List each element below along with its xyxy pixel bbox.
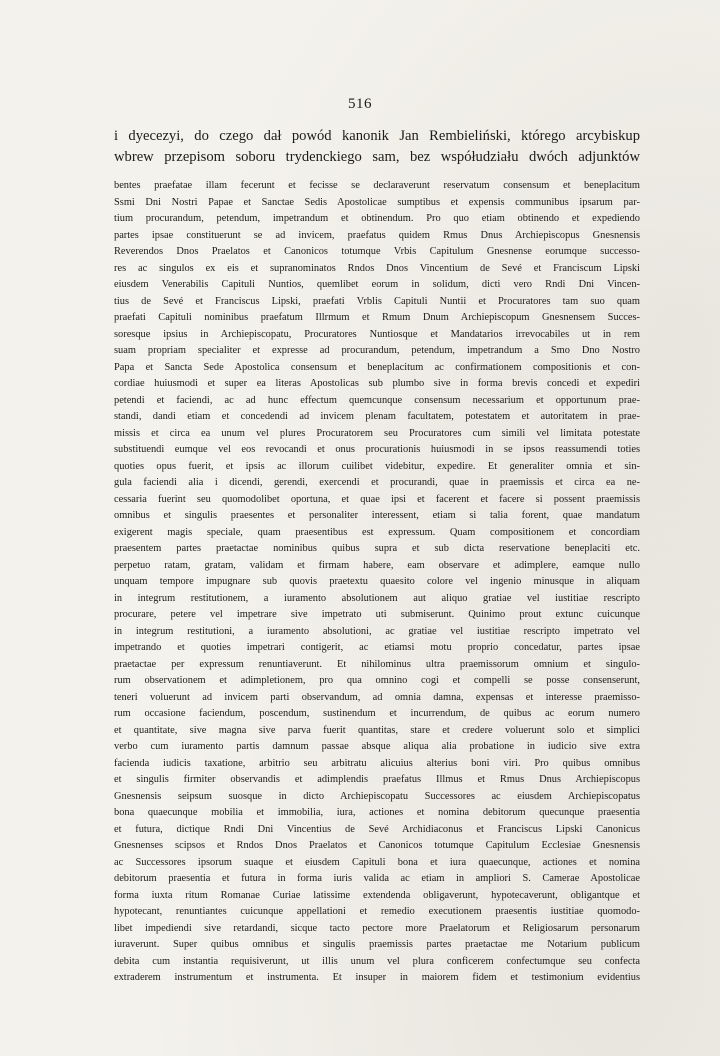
body-line: et futura, dictique Rndi Dni Vincentius de Sevé Archidiaconus et Franciscus Lipski Canonicus (114, 823, 640, 835)
body-line: tium procurandum, petendum, impetrandum et obtinendum. Pro quo etiam obtinendo et expediendo (114, 213, 640, 224)
body-line: perpetuo ratam, gratam, validam et firmam habere, eam observare et adimplere, eamque nullo (114, 559, 640, 571)
body-line: extraderem instrumentum et instrumenta. Et insuper in maiorem fidem et testimonium evidentius (114, 972, 640, 983)
body-line: forma iuxta ritum Romanae Curiae latissime extendenda obligaverunt, hypotecaverunt, obligantque et (114, 889, 640, 901)
body-line: substituendi eumque vel eos revocandi et onus procurationis huiusmodi in se ipsos reassumendi toties (114, 444, 640, 455)
body-line: libet impediendi sive retardandi, sicque tacto pectore more Praelatorum et Religiosarum personarum (114, 922, 640, 934)
body-line: praefati Capituli nominibus praefatum Illrmum et Rmum Dnum Archiepiscopum Gnesnensem Succes- (114, 312, 640, 323)
body-line: impetrando et quoties impetrari contigerit, ac etiamsi motu proprio concedatur, partes ipsae (114, 642, 640, 653)
body-line: Ssmi Dni Nostri Papae et Sanctae Sedis Apostolicae sumptibus et expensis communibus ipsarum par- (114, 196, 640, 208)
body-line: hypotecant, renuntiantes cuicunque appellationi et remedio executionem praesentis iustitiae quomodo- (114, 906, 640, 917)
intro-line: i dyecezyi, do czego dał powód kanonik Jan Rembieliński, którego arcybiskup (114, 128, 640, 144)
body-line: soresque ipsius in Archiepiscopatu, Procuratores Nuntiosque et Mandatarios irrevocabiles ut in rem (114, 328, 640, 340)
body-line: debita cum instantia requisiverunt, ut illis unum vel plura conficerem confectumque seu confecta (114, 955, 640, 967)
body-line: praetactae per expressum renuntiaverunt. Et nihilominus ultra praemissorum omnium et singulo- (114, 658, 640, 670)
body-line: eiusdem Venerabilis Capituli Nuntios, quemlibet eorum in solidum, dicti vero Rndi Dni Vincen- (114, 279, 640, 290)
body-line: standi, dandi etiam et concedendi ad invicem plenam facultatem, potestatem et autoritatem in prae- (114, 411, 640, 422)
body-line: praesentem partes praetactae nominibus quibus supra et sub dicta reservatione beneplaciti etc. (114, 543, 640, 554)
body-line: facienda iudicis taxatione, arbitrio seu arbitratu alicuius alterius boni viri. Pro quibus omnibus (114, 757, 640, 769)
body-line: iuraverunt. Super quibus omnibus et singulis praemissis partes praetactae me Notarium publicum (114, 939, 640, 950)
body-line: et singulis firmiter observandis et adimplendis praefatus Illmus et Rmus Dnus Archiepiscopus (114, 774, 640, 785)
body-line: exigerent magis speciale, quam praesentibus est expressum. Quam compositionem et concordiam (114, 526, 640, 538)
intro-paragraph (114, 126, 640, 168)
body-line: cessaria fuerint seu quomodolibet oportuna, et quae ipsi et facerent et facere si possent praemissis (114, 493, 640, 505)
body-line: Gnesnensis seipsum suosque in dicto Archiepiscopatu Successores ac eiusdem Archiepiscopatus (114, 790, 640, 802)
body-line: rum observationem et adimpletionem, pro qua omnino cogi et compelli se posse consenserunt, (114, 675, 640, 686)
body-line: teneri voluerunt ad invicem parti observandum, ad omnia damna, expensas et interesse praemisso- (114, 691, 640, 703)
body-line: rum occasione faciendum, poscendum, sustinendum et incurrendum, de quibus ac eorum numero (114, 708, 640, 719)
body-line: Papa et Sancta Sede Apostolica consensum et beneplacitum ac confirmationem compositionis et con- (114, 361, 640, 373)
body-line: debitorum praesentia et futura in forma iuris valida ac etiam in ampliori S. Camerae Apostolicae (114, 873, 640, 884)
body-line: ac Successores ipsorum suaque et eiusdem Capituli bona et iura quaecunque, actiones et nomina (114, 856, 640, 868)
body-line: et quantitate, sive magna sive parva fuerit quantitas, stare et credere voluerunt solo et simplici (114, 724, 640, 736)
body-line: omnibus et singulis praesentes et personaliter interessent, etiam si talia forent, quae mandatum (114, 510, 640, 521)
body-line: bona quaecunque mobilia et immobilia, iura, actiones et nomina debitorum quecunque praesentia (114, 807, 640, 818)
body-line: petendi et faciendi, ac ad hunc effectum quemcunque consensum necessarium et opportunum prae- (114, 394, 640, 406)
latin-body-text (114, 178, 640, 987)
body-line: suam propriam specialiter et expresse ad procurandum, petendum, impetrandum a Smo Dno Nostro (114, 345, 640, 356)
body-line: cordiae huiusmodi et super ea literas Apostolicas sub plumbo sive in forma brevis concedi et expediri (114, 378, 640, 389)
body-line: in integrum restitutionem, a iuramento absolutionem aut aliquo gratiae vel iustitiae rescripto (114, 592, 640, 604)
body-line: unquam tempore impugnare sub quovis praetextu quaesito colore vel ingenio minusque in aliquam (114, 576, 640, 587)
page-number: 516 (348, 96, 372, 112)
body-line: gula faciendi alia i dicendi, gerendi, exercendi et procurandi, quae in praemissis et circa ea ne- (114, 477, 640, 488)
body-line: res ac singulos ex eis et supranominatos Rndos Dnos Vincentium de Sevé et Franciscum Lipski (114, 262, 640, 274)
body-line: procurare, petere vel impetrare sive impetrato uti submiserunt. Quinimo prout extunc cuicunque (114, 609, 640, 620)
intro-line: wbrew przepisom soboru trydenckiego sam, bez współudziału dwóch adjunktów (114, 149, 640, 165)
body-line: Reverendos Dnos Praelatos et Canonicos totumque Vrbis Capitulum Gnesnense eorumque successo- (114, 246, 640, 257)
body-line: bentes praefatae illam fecerunt et fecisse se declaraverunt reservatum consensum et beneplacitum (114, 180, 640, 191)
body-line: verbo cum iuramento partis damnum passae absque aliqua alia probatione in iudicio sive extra (114, 741, 640, 752)
body-line: missis et circa ea unum vel plures Procuratorem seu Procuratores cum simili vel limitata potestate (114, 427, 640, 439)
body-line: Gnesnenses scipsos et Rndos Dnos Praelatos et Canonicos totumque Capitulum Ecclesiae Gnesnensis (114, 840, 640, 851)
body-line: partes ipsae constituerunt se ad invicem, praefatus quidem Rmus Dnus Archiepiscopus Gnesnensis (114, 229, 640, 241)
body-line: in integrum restitutioni, a iuramento absolutioni, ac gratiae vel iustitiae rescripto impetrato vel (114, 625, 640, 637)
body-line: tius de Sevé et Franciscus Lipski, praefati Vrblis Capituli Nuntii et Procuratores tam suo quam (114, 295, 640, 307)
body-line: quoties opus fuerit, et ipsis ac illorum cuilibet videbitur, expedire. Et generaliter omnia et sin- (114, 460, 640, 472)
